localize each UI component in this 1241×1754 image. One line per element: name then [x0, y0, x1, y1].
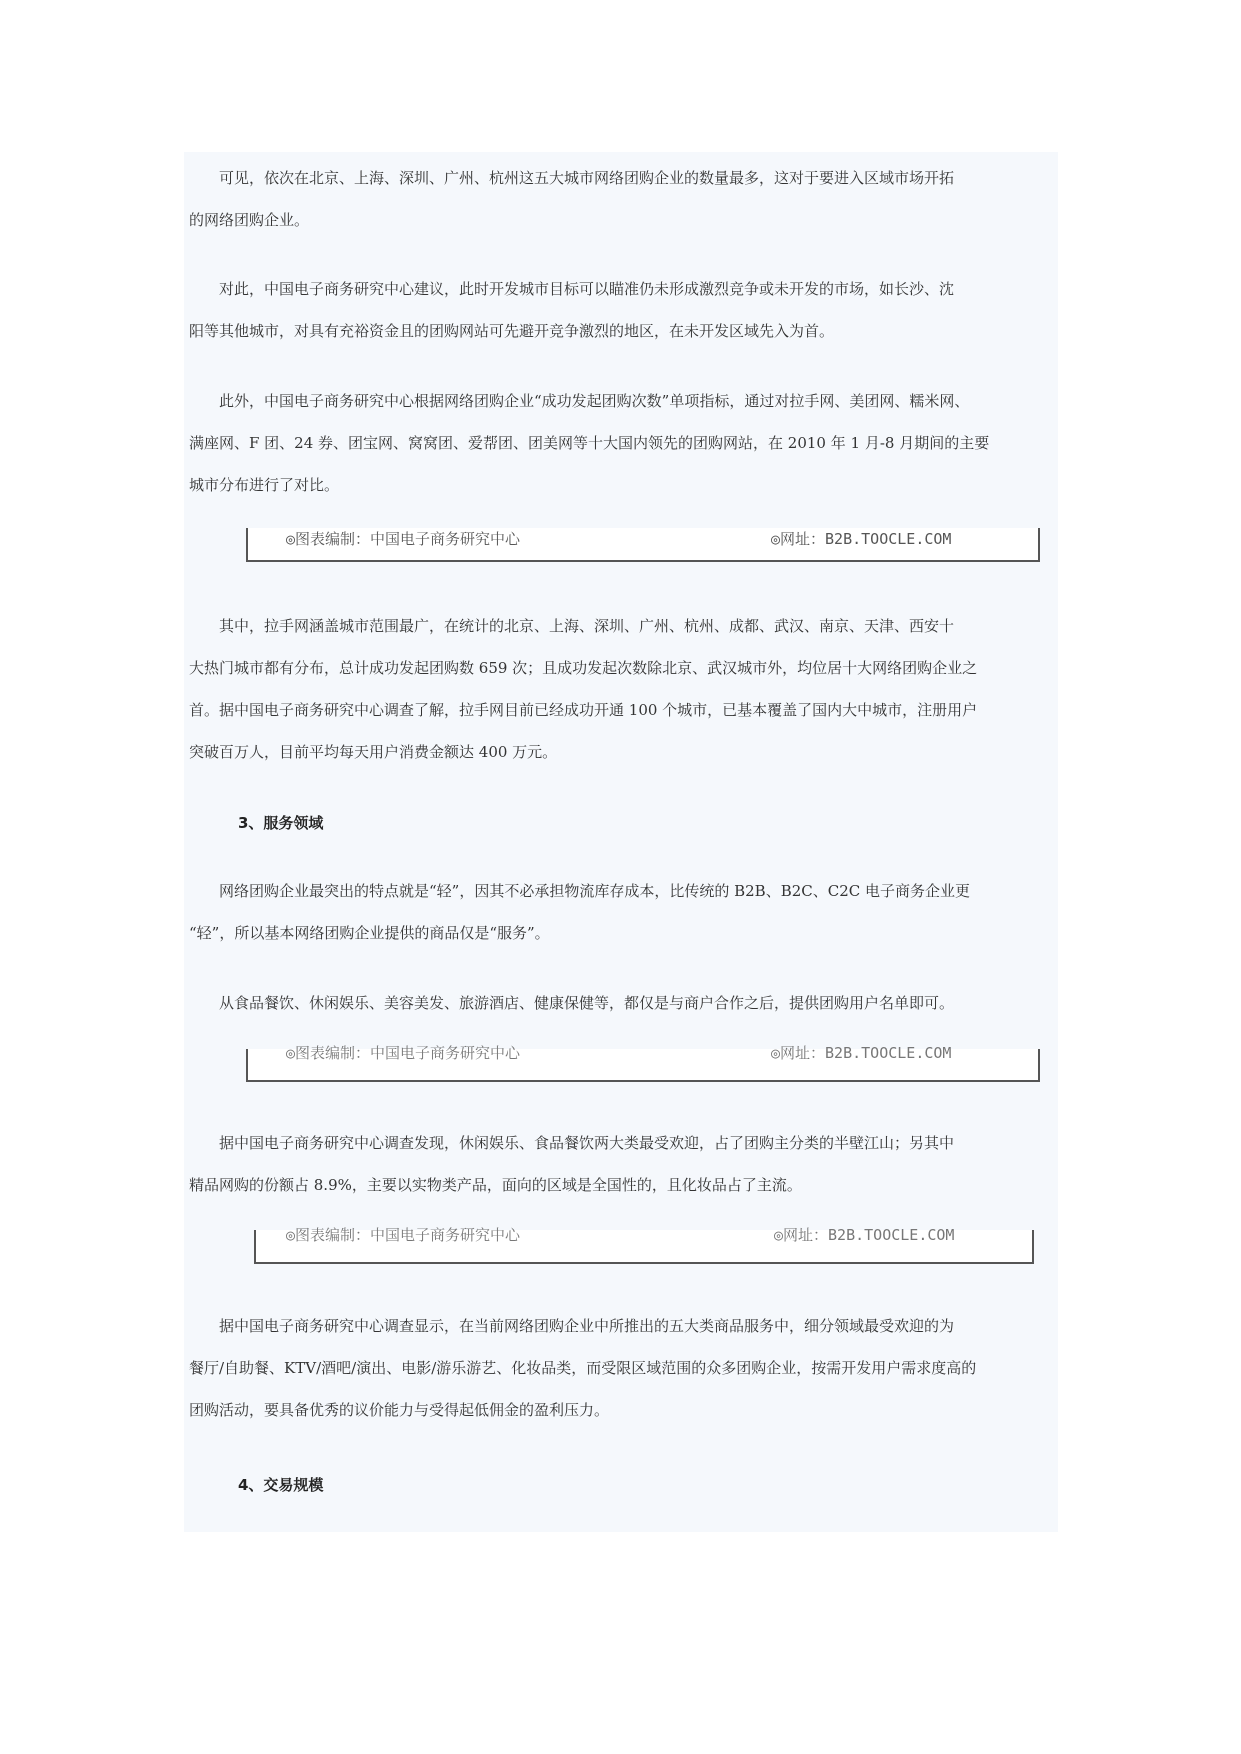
- section-heading-trade: 4、交易规模: [238, 1476, 324, 1494]
- paragraph-line: 的网络团购企业。: [189, 211, 310, 229]
- paragraph-3: [189, 380, 1055, 506]
- paragraph-line: 餐厅/自助餐、KTV/酒吧/演出、电影/游乐游艺、化妆品类，而受限区域范围的众多团购企业，按需开发用户需求度高的: [189, 1359, 977, 1377]
- paragraph-line: 据中国电子商务研究中心调查显示，在当前网络团购企业中所推出的五大类商品服务中，细分领域最受欢迎的为: [189, 1317, 955, 1335]
- paragraph-line: 从食品餐饮、休闲娱乐、美容美发、旅游酒店、健康保健等，都仅是与商户合作之后，提供团购用户名单即可。: [189, 994, 955, 1012]
- paragraph-1: [189, 157, 1055, 241]
- paragraph-line: 对此，中国电子商务研究中心建议，此时开发城市目标可以瞄准仍未形成激烈竞争或未开发的市场，如长沙、沈: [189, 280, 955, 298]
- paragraph-line: 团购活动，要具备优秀的议价能力与受得起低佣金的盈利压力。: [189, 1401, 610, 1419]
- paragraph-line: 精品网购的份额占 8.9%，主要以实物类产品，面向的区域是全国性的，且化妆品占了主流。: [189, 1176, 802, 1194]
- paragraph-line: 城市分布进行了对比。: [189, 476, 340, 494]
- chart-caption-strip: [246, 528, 1040, 562]
- paragraph-line: 可见，依次在北京、上海、深圳、广州、杭州这五大城市网络团购企业的数量最多，这对于要进入区域市场开拓: [189, 169, 955, 187]
- paragraph-2: [189, 268, 1055, 352]
- paragraph-line: “轻”，所以基本网络团购企业提供的商品仅是“服务”。: [189, 924, 550, 942]
- chart-url: ◎网址：B2B.TOOCLE.COM: [771, 1044, 952, 1062]
- paragraph-4: [189, 605, 1055, 773]
- chart-caption-strip: [254, 1226, 1034, 1264]
- paragraph-line: 此外，中国电子商务研究中心根据网络团购企业“成功发起团购次数”单项指标，通过对拉手网、美团网、糯米网、: [189, 392, 970, 410]
- chart-url: ◎网址：B2B.TOOCLE.COM: [771, 530, 952, 548]
- paragraph-7: [189, 1122, 1055, 1206]
- paragraph-line: 阳等其他城市，对具有充裕资金且的团购网站可先避开竞争激烈的地区，在未开发区域先入为首。: [189, 322, 835, 340]
- chart-credit: ◎图表编制：中国电子商务研究中心: [286, 1044, 521, 1062]
- chart-credit: ◎图表编制：中国电子商务研究中心: [286, 530, 521, 548]
- paragraph-5: [189, 870, 1055, 954]
- paragraph-line: 满座网、F 团、24 券、团宝网、窝窝团、爱帮团、团美网等十大国内领先的团购网站，在 2010 年 1 月-8 月期间的主要: [189, 434, 990, 452]
- paragraph-line: 首。据中国电子商务研究中心调查了解，拉手网目前已经成功开通 100 个城市，已基本覆盖了国内大中城市，注册用户: [189, 701, 978, 719]
- paragraph-6: [189, 982, 1055, 1024]
- chart-credit: ◎图表编制：中国电子商务研究中心: [286, 1226, 521, 1244]
- chart-url: ◎网址：B2B.TOOCLE.COM: [774, 1226, 955, 1244]
- paragraph-line: 据中国电子商务研究中心调查发现，休闲娱乐、食品餐饮两大类最受欢迎，占了团购主分类的半壁江山；另其中: [189, 1134, 955, 1152]
- chart-caption-strip: [246, 1044, 1040, 1082]
- paragraph-line: 网络团购企业最突出的特点就是“轻”，因其不必承担物流库存成本，比传统的 B2B、B2C、C2C 电子商务企业更: [189, 882, 971, 900]
- paragraph-line: 突破百万人，目前平均每天用户消费金额达 400 万元。: [189, 743, 558, 761]
- section-heading-service: 3、服务领域: [238, 814, 324, 832]
- paragraph-line: 其中，拉手网涵盖城市范围最广，在统计的北京、上海、深圳、广州、杭州、成都、武汉、南京、天津、西安十: [189, 617, 955, 635]
- paragraph-line: 大热门城市都有分布，总计成功发起团购数 659 次；且成功发起次数除北京、武汉城市外，均位居十大网络团购企业之: [189, 659, 978, 677]
- paragraph-8: [189, 1305, 1055, 1431]
